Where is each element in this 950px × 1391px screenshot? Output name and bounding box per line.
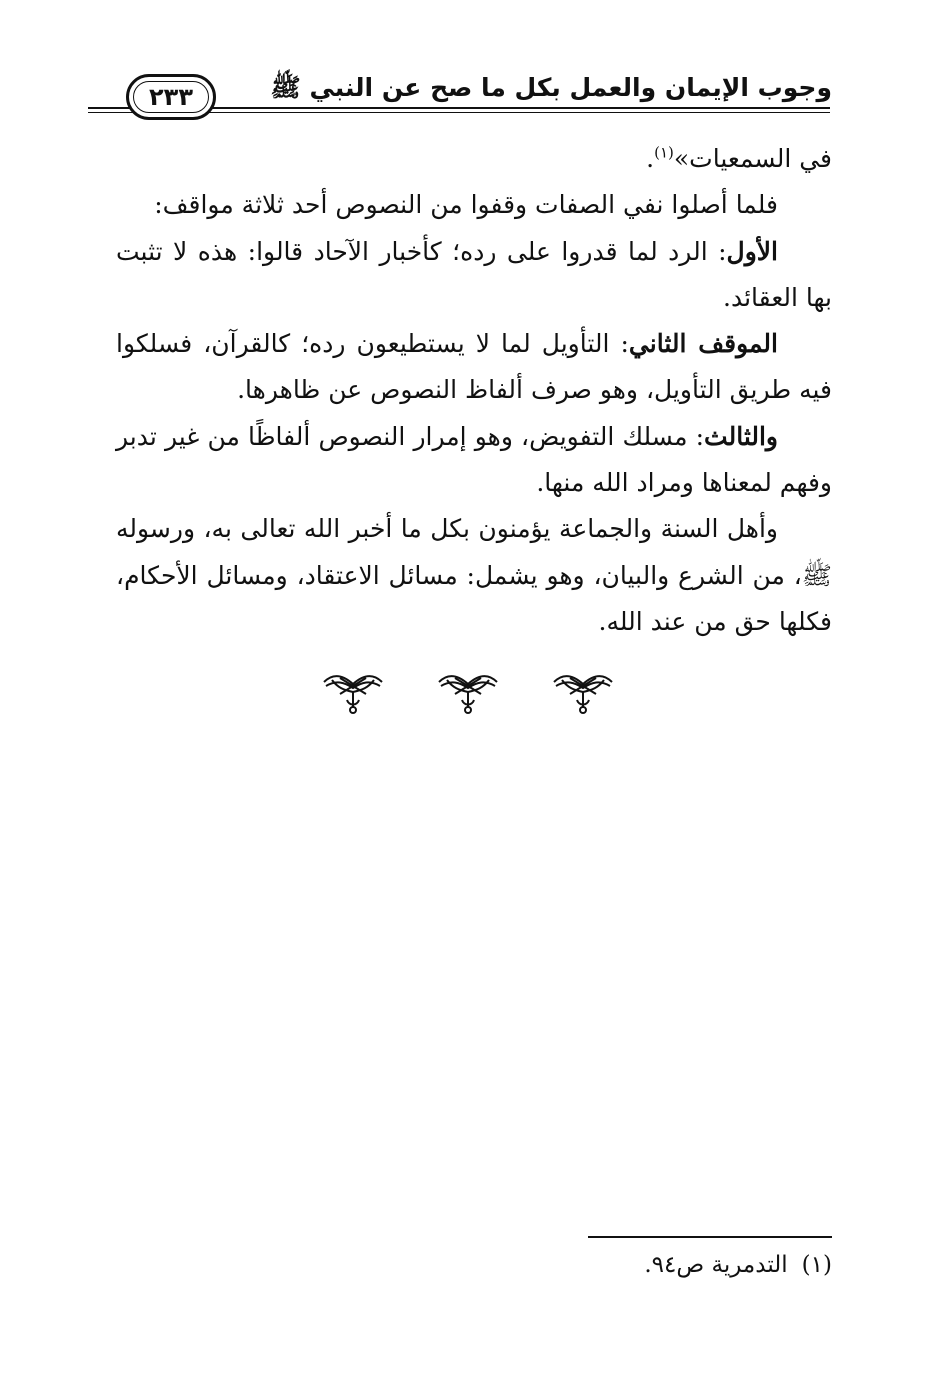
paragraph-1-text: في السمعيات» xyxy=(673,144,832,173)
fleuron-ornament-icon xyxy=(433,670,503,718)
footnote-reference[interactable]: (١) xyxy=(654,143,674,162)
paragraph-6: وأهل السنة والجماعة يؤمنون بكل ما أخبر الله تعالى به، ورسوله ﷺ، من الشرع والبيان، وهو يشمل: مسائل الاعتقاد، ومسائل الأحكام، فكلها حق من عند الله. xyxy=(116,514,832,636)
paragraph-5-text: : مسلك التفويض، وهو إمرار النصوص ألفاظًا من غير تدبر وفهم لمعناها ومراد الله منها. xyxy=(116,421,832,498)
footnote-text: التدمرية ص٩٤. xyxy=(644,1252,788,1278)
paragraph-5-lead: والثالث xyxy=(704,421,778,451)
fleuron-ornament-icon xyxy=(548,670,618,718)
section-end-ornaments xyxy=(318,670,618,718)
paragraph-3-lead: الأول xyxy=(726,236,778,266)
page-number: ٢٣٣ xyxy=(149,83,193,111)
running-title: وجوب الإيمان والعمل بكل ما صح عن النبي ﷺ xyxy=(270,73,832,102)
paragraph-3-text: : الرد لما قدروا على رده؛ كأخبار الآحاد قالوا: هذه لا تثبت بها العقائد. xyxy=(116,236,832,312)
page-number-badge xyxy=(126,74,216,120)
body-text xyxy=(116,136,832,645)
paragraph-2: فلما أصلوا نفي الصفات وقفوا من النصوص أحد ثلاثة مواقف: xyxy=(154,190,778,220)
fleuron-ornament-icon xyxy=(318,670,388,718)
paragraph-4 xyxy=(116,321,832,414)
paragraph-5 xyxy=(116,414,832,507)
paragraph-1 xyxy=(116,136,832,182)
paragraph-3 xyxy=(116,229,832,322)
footnote-marker: (١) xyxy=(801,1252,832,1278)
footnote xyxy=(644,1248,832,1282)
paragraph-4-text: : التأويل لما لا يستطيعون رده؛ كالقرآن، فسلكوا فيه طريق التأويل، وهو صرف ألفاظ النصوص عن ظاهرها. xyxy=(116,329,832,405)
footnote-separator xyxy=(588,1236,832,1238)
paragraph-4-lead: الموقف الثاني xyxy=(628,329,778,359)
paragraph-1-end: . xyxy=(646,144,655,173)
